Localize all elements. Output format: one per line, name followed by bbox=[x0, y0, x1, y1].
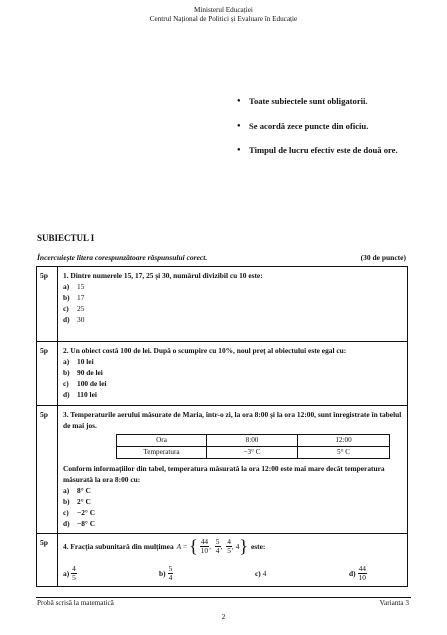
set-expression: A = { $\frac{44}{10}$ , $\frac{5}{4}$ , $\frac{4}{5}$ , 4 } bbox=[176, 536, 248, 556]
document-header bbox=[0, 6, 447, 24]
subject-title: SUBIECTUL I bbox=[37, 233, 95, 243]
footer-variant: Varianta 3 bbox=[379, 599, 409, 607]
answer-option[interactable]: d) −8° C bbox=[63, 519, 96, 528]
question-score: 5p bbox=[37, 406, 58, 533]
answer-option[interactable]: d) $\frac{44}{10}$ bbox=[349, 564, 366, 582]
page-number: 2 bbox=[221, 612, 226, 621]
answer-option[interactable]: b) 17 bbox=[63, 293, 85, 302]
answer-option[interactable]: a) 15 bbox=[63, 282, 85, 291]
question-body bbox=[58, 342, 407, 405]
question-text-continued: Conform informațiilor din tabel, temperatura măsurată la ora 12:00 este mai mare decât temperatura măsurată la ora 8:00 cu: bbox=[63, 464, 385, 484]
temperature-table-row: Temperatura −3° C 5° C bbox=[117, 447, 390, 459]
subject-instruction: Încercuiește litera corespunzătoare răspunsului corect. bbox=[37, 253, 208, 262]
answer-option[interactable]: a) 8° C bbox=[63, 486, 91, 495]
answer-option[interactable]: d) 30 bbox=[63, 315, 85, 324]
question-score: 5p bbox=[37, 342, 58, 405]
answer-option[interactable]: c) −2° C bbox=[63, 508, 96, 517]
answer-option[interactable]: c) 25 bbox=[63, 304, 85, 313]
question-text: 2. Un obiect costă 100 de lei. După o scumpire cu 10%, noul preț al obiectului este egal cu: bbox=[63, 346, 347, 355]
exam-rules-list bbox=[237, 96, 442, 170]
question-row bbox=[37, 406, 407, 534]
question-score: 5p bbox=[37, 534, 58, 586]
answer-option[interactable]: a) $\frac{4}{5}$ bbox=[63, 564, 76, 582]
temperature-table-header: Ora 8:00 12:00 bbox=[117, 435, 390, 447]
center-name: Centrul Național de Politici și Evaluare în Educație bbox=[149, 15, 298, 23]
question-text: 4. Fracția subunitară din mulțimea A = { $\frac{44}{10}$ , $\frac{5}{4}$ , $\frac{4}{5}$ , 4 } este: bbox=[63, 536, 266, 556]
footer-exam-name: Probă scrisă la matematică bbox=[37, 599, 114, 607]
answer-option[interactable]: b) $\frac{5}{4}$ bbox=[159, 564, 173, 582]
answer-option[interactable]: b) 90 de lei bbox=[63, 368, 103, 377]
question-text: 1. Dintre numerele 15, 17, 25 și 30, numărul divizibil cu 10 este: bbox=[63, 271, 263, 280]
answer-option[interactable]: a) 10 lei bbox=[63, 357, 94, 366]
rule-item: ● Se acordă zece puncte din oficiu. bbox=[237, 121, 442, 131]
answer-option[interactable]: c) 4 bbox=[255, 569, 267, 578]
question-row bbox=[37, 534, 407, 586]
question-row bbox=[37, 342, 407, 406]
answer-option[interactable]: d) 110 lei bbox=[63, 390, 97, 399]
question-score: 5p bbox=[37, 267, 58, 341]
question-body bbox=[58, 406, 407, 533]
question-row bbox=[37, 267, 407, 342]
ministry-name: Ministerul Educației bbox=[194, 6, 253, 14]
footer-divider bbox=[36, 597, 411, 598]
temperature-table bbox=[116, 434, 390, 459]
subject-points: (30 de puncte) bbox=[360, 253, 406, 262]
rule-item: ● Toate subiectele sunt obligatorii. bbox=[237, 96, 442, 106]
answer-options-row bbox=[63, 565, 403, 582]
answer-option[interactable]: c) 100 de lei bbox=[63, 379, 107, 388]
question-text: 3. Temperaturile aerului măsurate de Maria, într-o zi, la ora 8:00 și la ora 12:00, sunt înregistrate în tabelul de mai jos. bbox=[63, 410, 402, 430]
question-body bbox=[58, 534, 407, 586]
questions-table bbox=[36, 266, 408, 587]
answer-option[interactable]: b) 2° C bbox=[63, 497, 91, 506]
question-body bbox=[58, 267, 407, 341]
rule-item: ● Timpul de lucru efectiv este de două ore. bbox=[237, 145, 442, 155]
